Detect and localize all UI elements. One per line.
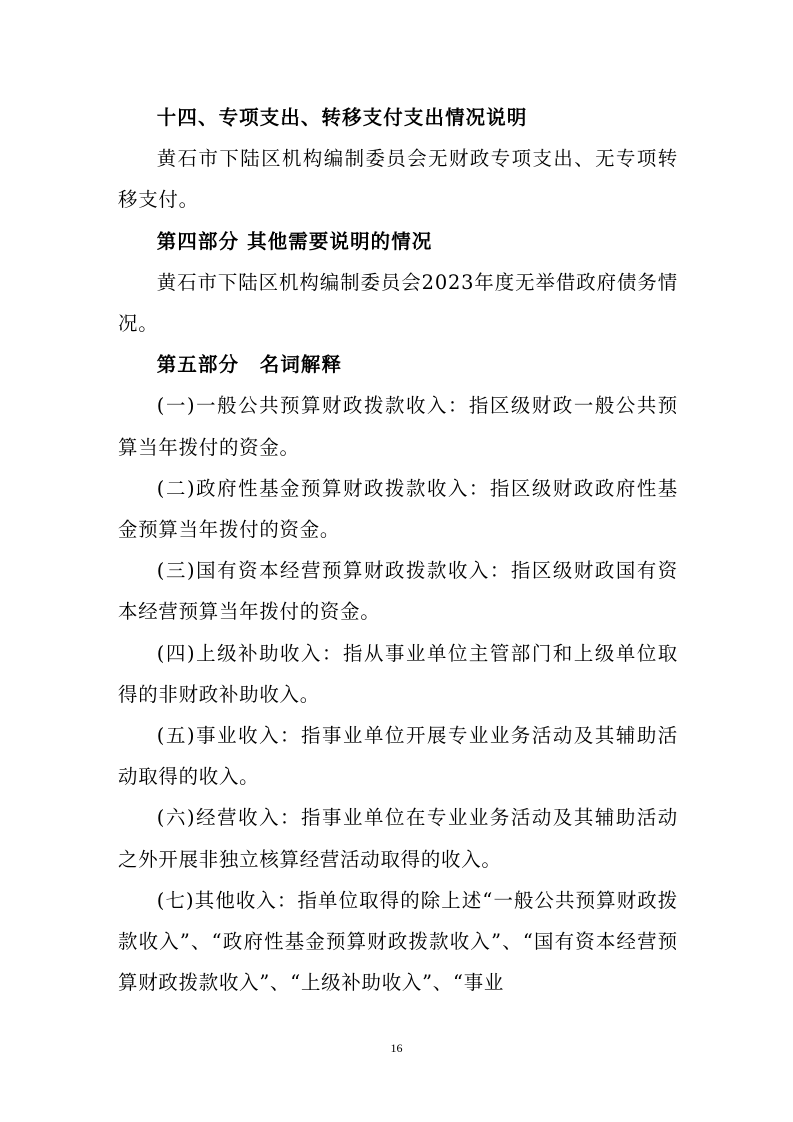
definition-state-capital-budget: (三)国有资本经营预算财政拨款收入：指区级财政国有资本经营预算当年拨付的资金。 — [118, 559, 678, 624]
section-heading-part-five: 第五部分 名词解释 — [156, 353, 343, 377]
paragraph-special-expenditure: 黄石市下陆区机构编制委员会无财政专项支出、无专项转移支付。 — [118, 147, 678, 212]
definition-business-income: (五)事业收入：指事业单位开展专业业务活动及其辅助活动取得的收入。 — [118, 724, 678, 789]
definition-operating-income: (六)经营收入：指事业单位在专业业务活动及其辅助活动之外开展非独立核算经营活动取得的收入。 — [118, 806, 678, 871]
definition-fund-budget: (二)政府性基金预算财政拨款收入：指区级财政政府性基金预算当年拨付的资金。 — [118, 476, 678, 542]
definition-other-income: (七)其他收入：指单位取得的除上述“一般公共预算财政拨款收入”、“政府性基金预算财政拨款收入”、“国有资本经营预算财政拨款收入”、“上级补助收入”、“事业 — [118, 888, 678, 995]
document-body — [118, 97, 678, 1003]
definition-superior-subsidy: (四)上级补助收入：指从事业单位主管部门和上级单位取得的非财政补助收入。 — [118, 641, 678, 706]
section-heading-special-expenditure: 十四、专项支出、转移支付支出情况说明 — [156, 106, 528, 129]
paragraph-government-debt: 黄石市下陆区机构编制委员会2023年度无举借政府债务情况。 — [118, 270, 678, 336]
section-heading-part-four: 第四部分 其他需要说明的情况 — [156, 229, 433, 253]
definition-general-budget: (一)一般公共预算财政拨款收入：指区级财政一般公共预算当年拨付的资金。 — [118, 394, 678, 459]
page-number: 16 — [390, 1041, 403, 1055]
